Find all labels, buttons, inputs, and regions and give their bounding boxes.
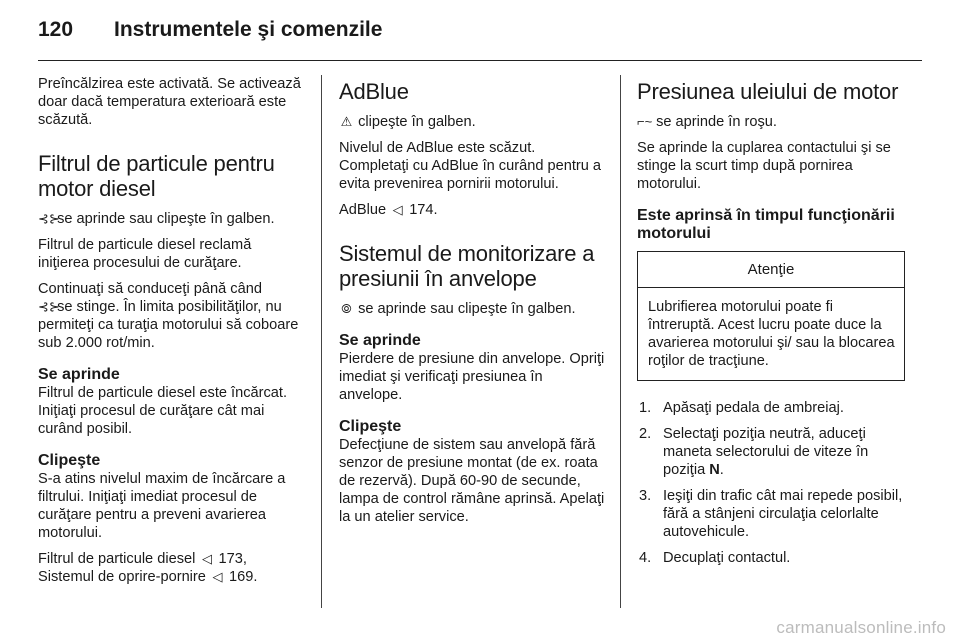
tire-flashing-text: Defecţiune de sistem sau anvelopă fără senzor de presiune montat (de ex. roata de rezervă). După 60-90 de secunde, lampa de control rămâne aprinsă. Apelaţi la un atelier service. xyxy=(339,437,605,525)
subheading-engine-running: Este aprinsă în timpul funcţionării motorului xyxy=(637,207,895,242)
page-ref-icon: ◁ xyxy=(201,551,212,566)
subheading-flashing: Clipeşte xyxy=(38,452,101,469)
flashing-text: S-a atins nivelul maxim de încărcare a filtrului. Iniţiaţi imediat procesul de curăţare pentru a preveni avarierea motorului. xyxy=(38,471,286,541)
page-ref-icon: ◁ xyxy=(392,202,403,217)
page-reference-link[interactable]: 174. xyxy=(409,202,438,218)
column-divider-1 xyxy=(321,75,322,608)
page-header xyxy=(38,18,382,48)
particle-filter-p2: Continuaţi să conduceţi până când ⊰⊱ se stinge. În limita posibilităţilor, nu permiteţi ca turaţia motorului să coboare sub 2.000 rot/min. xyxy=(38,281,299,351)
oil-pressure-status: ⌐~ se aprinde în roşu. xyxy=(637,114,777,130)
section-heading-adblue: AdBlue xyxy=(339,79,409,104)
subheading-lit: Se aprinde xyxy=(38,366,120,383)
page-title: Instrumentele şi comenzile xyxy=(114,18,383,41)
column-2 xyxy=(339,75,607,534)
page-ref-icon: ◁ xyxy=(212,569,223,584)
warning-title: Atenţie xyxy=(638,252,904,288)
cross-references: Filtrul de particule diesel ◁ 173, Sistemul de oprire-pornire ◁ 169. xyxy=(38,551,258,585)
tire-pressure-status: ⦾ se aprinde sau clipeşte în galben. xyxy=(339,300,607,318)
page-reference-link[interactable]: 173, xyxy=(218,551,247,567)
warning-box xyxy=(637,251,905,381)
page-reference-link[interactable]: 169. xyxy=(229,569,258,585)
section-heading-tire-pressure: Sistemul de monitorizare a presiunii în anvelope xyxy=(339,241,595,291)
steps-list xyxy=(637,399,905,567)
oil-can-icon: ⌐~ xyxy=(637,114,653,129)
column-1 xyxy=(38,75,306,594)
lit-text: Filtrul de particule diesel este încărcat. Iniţiaţi procesul de curăţare cât mai curând posibil. xyxy=(38,385,288,437)
section-heading-particle-filter: Filtrul de particule pentru motor diesel xyxy=(38,151,275,201)
column-3 xyxy=(637,75,905,575)
watermark: carmanualsonline.info xyxy=(776,618,946,637)
tire-pressure-icon: ⦾ xyxy=(341,301,352,316)
subheading-flashing: Clipeşte xyxy=(339,418,402,435)
header-divider xyxy=(38,60,922,61)
particle-filter-p1: Filtrul de particule diesel reclamă iniţierea procesului de curăţare. xyxy=(38,237,252,271)
page-number: 120 xyxy=(38,18,74,41)
adblue-warning-icon: ⚠ xyxy=(340,114,353,129)
list-item: 3. Ieşiţi din trafic cât mai repede posibil, fără a stânjeni circulaţia celorlalte autovehicule. xyxy=(639,488,903,540)
adblue-reference: AdBlue ◁ 174. xyxy=(339,202,438,218)
list-item: 2. Selectaţi poziţia neutră, aduceţi maneta selectorului de viteze în poziţia N. xyxy=(639,426,869,478)
intro-paragraph: Preîncălzirea este activată. Se activează doar dacă temperatura exterioară este scăzută. xyxy=(38,76,301,128)
column-divider-2 xyxy=(620,75,621,608)
tire-lit-text: Pierdere de presiune din anvelope. Opriţi imediat şi verificaţi presiunea în anvelope. xyxy=(339,351,605,403)
particle-filter-status: ⊰⊱ se aprinde sau clipeşte în galben. xyxy=(38,211,275,227)
adblue-p1: Nivelul de AdBlue este scăzut. Completaţi cu AdBlue în curând pentru a evita prevenirea pornirii motorului. xyxy=(339,140,602,192)
particle-filter-icon: ⊰⊱ xyxy=(38,299,60,314)
list-item: 4. Decuplaţi contactul. xyxy=(639,550,791,566)
adblue-status: ⚠ clipeşte în galben. xyxy=(340,114,476,130)
particle-filter-icon: ⊰⊱ xyxy=(38,211,60,226)
oil-pressure-p1: Se aprinde la cuplarea contactului şi se stinge la scurt timp după pornirea motorului. xyxy=(637,140,891,192)
section-heading-oil-pressure: Presiunea uleiului de motor xyxy=(637,79,899,104)
subheading-lit: Se aprinde xyxy=(339,332,421,349)
warning-text: Lubrifierea motorului poate fi întreruptă. Acest lucru poate duce la avarierea motorului şi/ sau la blocarea roţilor de tracţiune. xyxy=(648,299,895,369)
list-item: 1. Apăsaţi pedala de ambreiaj. xyxy=(639,400,844,416)
